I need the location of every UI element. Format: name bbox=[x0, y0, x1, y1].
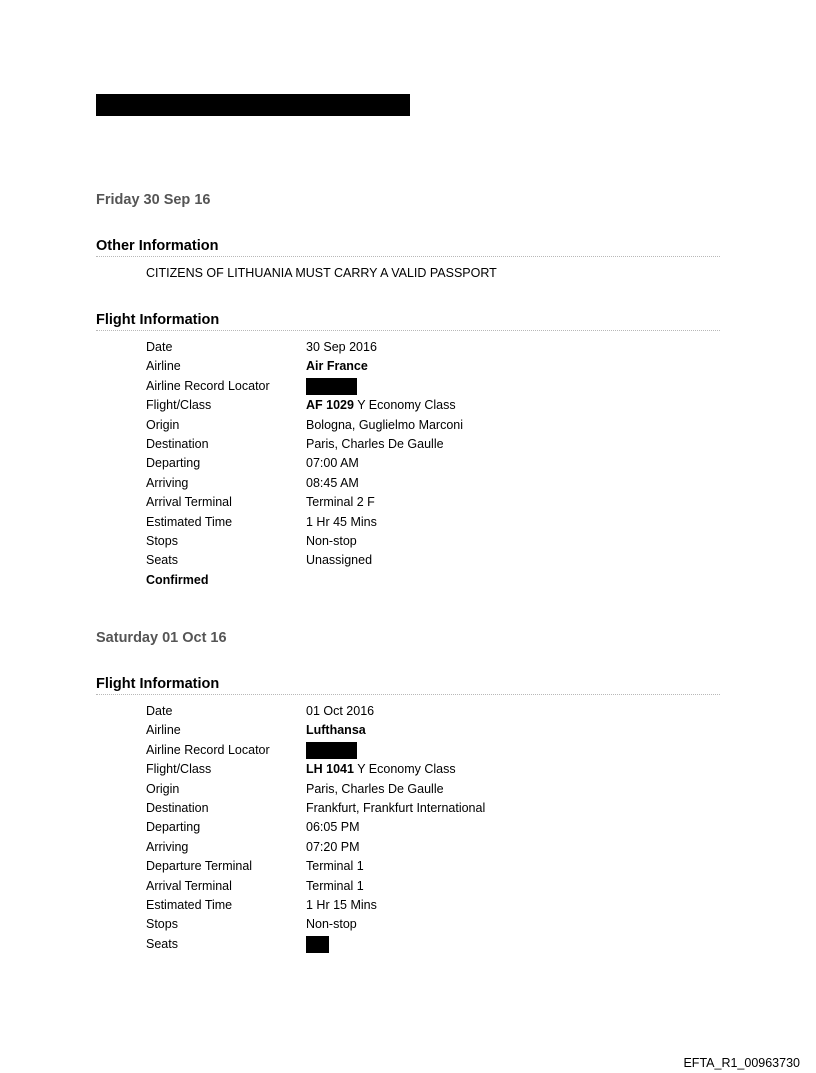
label-date: Date bbox=[146, 704, 173, 718]
label-departure-terminal: Departure Terminal bbox=[146, 859, 253, 874]
label-flight-class: Flight/Class bbox=[146, 762, 212, 777]
label-origin: Origin bbox=[146, 781, 180, 796]
value-arriving: 08:45 AM bbox=[306, 475, 359, 490]
flight-information-heading-2: Flight Information bbox=[96, 675, 720, 695]
flight-number: LH 1041 bbox=[306, 762, 354, 777]
label-seats: Seats bbox=[146, 936, 178, 951]
label-arriving: Arriving bbox=[146, 475, 189, 490]
value-origin: Bologna, Guglielmo Marconi bbox=[306, 417, 464, 432]
other-information-heading: Other Information bbox=[96, 237, 720, 257]
value-airline: Lufthansa bbox=[306, 723, 366, 738]
value-destination: Frankfurt, Frankfurt International bbox=[306, 800, 486, 815]
locator-redaction bbox=[306, 742, 357, 759]
value-seats: Unassigned bbox=[306, 553, 373, 568]
flight-information-heading-1: Flight Information bbox=[96, 311, 720, 331]
value-departure-terminal: Terminal 1 bbox=[306, 859, 364, 874]
value-arriving: 07:20 PM bbox=[306, 839, 360, 854]
value-stops: Non-stop bbox=[306, 917, 357, 932]
label-stops: Stops bbox=[146, 533, 178, 548]
label-departing: Departing bbox=[146, 456, 201, 471]
value-departing: 07:00 AM bbox=[306, 456, 359, 471]
label-locator: Airline Record Locator bbox=[146, 742, 270, 757]
value-origin: Paris, Charles De Gaulle bbox=[306, 781, 444, 796]
label-stops: Stops bbox=[146, 917, 178, 932]
value-date: 01 Oct 2016 bbox=[306, 704, 375, 718]
label-destination: Destination bbox=[146, 436, 209, 451]
label-flight-class: Flight/Class bbox=[146, 398, 212, 413]
flight-class: Y Economy Class bbox=[353, 762, 456, 777]
label-departing: Departing bbox=[146, 820, 201, 835]
header-redaction bbox=[96, 94, 410, 116]
label-locator: Airline Record Locator bbox=[146, 378, 270, 393]
seats-redaction bbox=[306, 936, 329, 953]
value-airline: Air France bbox=[306, 359, 368, 374]
value-estimated: 1 Hr 45 Mins bbox=[306, 514, 377, 529]
label-origin: Origin bbox=[146, 417, 180, 432]
value-flight-class bbox=[306, 396, 456, 415]
label-estimated: Estimated Time bbox=[146, 897, 233, 912]
value-estimated: 1 Hr 15 Mins bbox=[306, 897, 377, 912]
label-seats: Seats bbox=[146, 553, 178, 568]
label-arrival-terminal: Arrival Terminal bbox=[146, 878, 232, 893]
day-heading-2: Saturday 01 Oct 16 bbox=[96, 630, 227, 646]
label-airline: Airline bbox=[146, 723, 181, 738]
value-departing: 06:05 PM bbox=[306, 820, 360, 835]
document-id: EFTA_R1_00963730 bbox=[683, 1056, 800, 1070]
value-destination: Paris, Charles De Gaulle bbox=[306, 436, 444, 451]
other-information-text: CITIZENS OF LITHUANIA MUST CARRY A VALID PASSPORT bbox=[146, 266, 497, 280]
label-date: Date bbox=[146, 340, 173, 354]
booking-status: Confirmed bbox=[146, 572, 209, 587]
label-estimated: Estimated Time bbox=[146, 514, 233, 529]
label-airline: Airline bbox=[146, 359, 181, 374]
flight-number: AF 1029 bbox=[306, 398, 354, 413]
flight-class: Y Economy Class bbox=[353, 398, 456, 413]
label-arrival-terminal: Arrival Terminal bbox=[146, 495, 232, 510]
value-date: 30 Sep 2016 bbox=[306, 340, 377, 354]
locator-redaction bbox=[306, 378, 357, 395]
value-stops: Non-stop bbox=[306, 533, 357, 548]
day-heading-1: Friday 30 Sep 16 bbox=[96, 192, 211, 208]
label-destination: Destination bbox=[146, 800, 209, 815]
value-arrival-terminal: Terminal 1 bbox=[306, 878, 364, 893]
value-flight-class bbox=[306, 760, 456, 779]
value-arrival-terminal: Terminal 2 F bbox=[306, 495, 375, 510]
label-arriving: Arriving bbox=[146, 839, 189, 854]
